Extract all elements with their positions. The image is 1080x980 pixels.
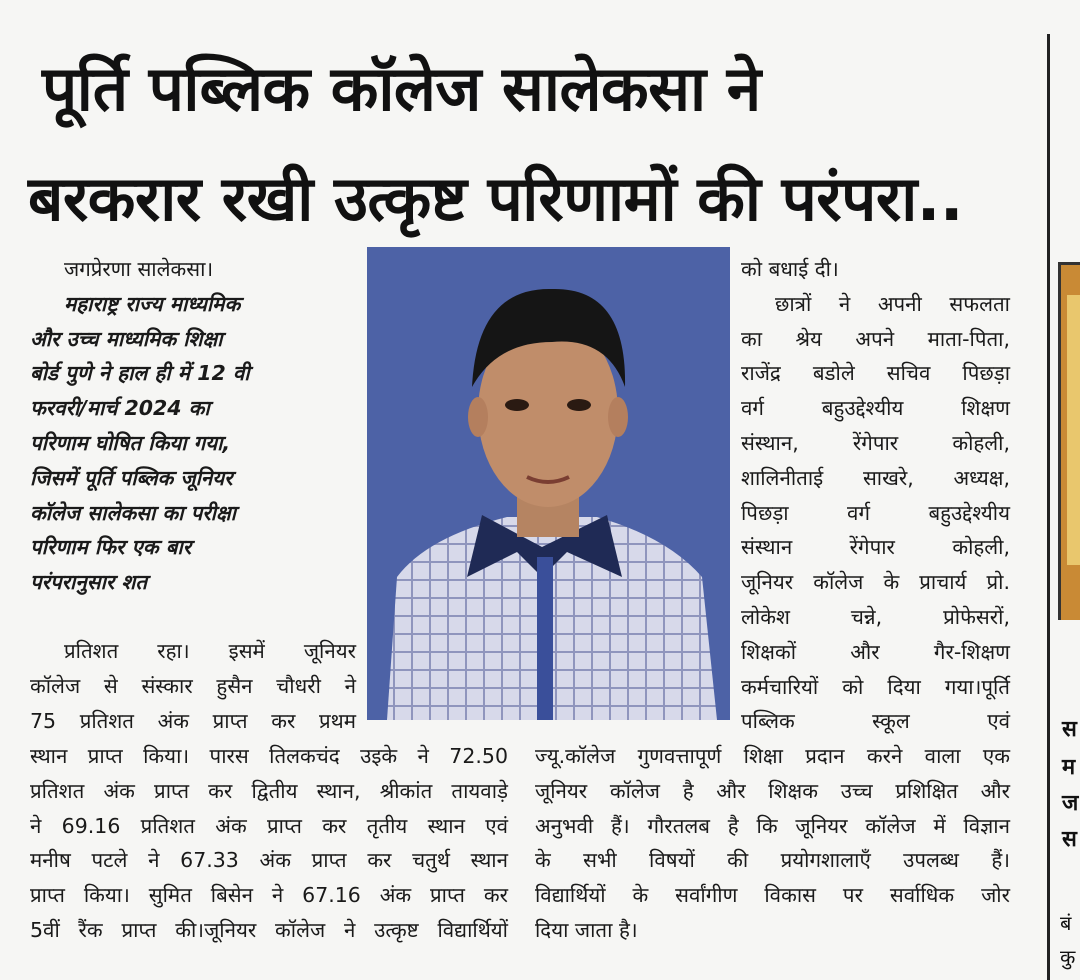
- body-line: संस्थान रेंगेपार कोहली,: [741, 535, 1010, 560]
- body-line: जूनियर कॉलेज है और शिक्षक उच्च प्रशिक्षित और: [535, 778, 1010, 803]
- adjacent-text-fragment: स: [1062, 717, 1077, 742]
- adjacent-text-fragment: ज: [1062, 791, 1079, 816]
- body-line: राजेंद्र बडोले सचिव पिछड़ा: [741, 361, 1010, 386]
- body-line: का श्रेय अपने माता-पिता,: [741, 326, 1010, 351]
- body-line: कॉलेज से संस्कार हुसैन चौधरी ने: [30, 673, 356, 698]
- body-line: पिछड़ा वर्ग बहुउद्देश्यीय: [741, 500, 1010, 525]
- body-line: अनुभवी हैं। गौरतलब है कि जूनियर कॉलेज में विज्ञान: [535, 813, 1010, 838]
- intro-line: परिणाम घोषित किया गया,: [30, 430, 231, 455]
- adjacent-text-fragment: कु: [1060, 945, 1076, 969]
- headline-line-1: पूर्ति पब्लिक कॉलेज सालेकसा ने: [42, 52, 761, 125]
- body-line: वर्ग बहुउद्देश्यीय शिक्षण: [741, 396, 1010, 421]
- dateline: जगप्रेरणा सालेकसा।: [64, 257, 214, 281]
- column-divider: [1047, 34, 1050, 980]
- intro-line: बोर्ड पुणे ने हाल ही में 12 वी: [30, 361, 250, 386]
- body-line: शिक्षकों और गैर-शिक्षण: [741, 639, 1010, 664]
- body-line: लोकेश चन्ने, प्रोफेसरों,: [741, 604, 1010, 629]
- body-line: 75 प्रतिशत अंक प्राप्त कर प्रथम: [30, 708, 356, 733]
- body-line: को बधाई दी।: [741, 257, 839, 281]
- body-line: प्राप्त किया। सुमित बिसेन ने 67.16 अंक प्राप्त कर: [30, 883, 508, 908]
- body-line: स्थान प्राप्त किया। पारस तिलकचंद उइके ने 72.50: [30, 744, 508, 768]
- intro-line: महाराष्ट्र राज्य माध्यमिक: [64, 291, 241, 316]
- intro-line: जिसमें पूर्ति पब्लिक जूनियर: [30, 465, 233, 490]
- article-left-middle: [30, 634, 356, 738]
- adjacent-image-edge: [1058, 262, 1080, 620]
- intro-line: और उच्च माध्यमिक शिक्षा: [30, 326, 223, 351]
- adjacent-text-fragment: बं: [1060, 911, 1072, 935]
- adjacent-text-fragment: म: [1062, 755, 1076, 780]
- body-line: प्रतिशत अंक प्राप्त कर द्वितीय स्थान, श्रीकांत तायवाड़े: [30, 778, 508, 803]
- body-line: विद्यार्थियों के सर्वांगीण विकास पर सर्वाधिक जोर: [535, 883, 1010, 908]
- body-line: प्रतिशत रहा। इसमें जूनियर: [64, 639, 356, 663]
- body-line: ने 69.16 प्रतिशत अंक प्राप्त कर तृतीय स्थान एवं: [30, 813, 508, 838]
- body-line: जूनियर कॉलेज के प्राचार्य प्रो.: [741, 570, 1010, 595]
- body-line: 5वीं रैंक प्राप्त की।जूनियर कॉलेज ने उत्कृष्ट विद्यार्थियों: [30, 917, 508, 942]
- body-line: कर्मचारियों को दिया गया।पूर्ति: [741, 674, 1010, 699]
- body-line: पब्लिक स्कूल एवं: [741, 709, 1010, 734]
- article-right-top: [741, 252, 1010, 739]
- intro-line: परंपरानुसार शत: [30, 570, 148, 595]
- article-left-bottom: [30, 739, 508, 948]
- intro-line: फरवरी/मार्च 2024 का: [30, 396, 210, 421]
- student-photo: [367, 247, 730, 720]
- article-right-bottom: [535, 739, 1010, 948]
- body-line: ज्यू.कॉलेज गुणवत्तापूर्ण शिक्षा प्रदान करने वाला एक: [535, 744, 1010, 768]
- body-line: के सभी विषयों की प्रयोगशालाएँ उपलब्ध हैं।: [535, 848, 1010, 873]
- article-intro: [30, 252, 336, 600]
- intro-line: परिणाम फिर एक बार: [30, 535, 192, 560]
- intro-line: कॉलेज सालेकसा का परीक्षा: [30, 500, 236, 525]
- body-line: मनीष पटले ने 67.33 अंक प्राप्त कर चतुर्थ स्थान: [30, 848, 508, 873]
- body-line: शालिनीताई साखरे, अध्यक्ष,: [741, 465, 1010, 490]
- headline-line-2: बरकरार रखी उत्कृष्ट परिणामों की परंपरा..: [28, 162, 963, 235]
- adjacent-text-fragment: स: [1062, 827, 1077, 852]
- body-line: दिया जाता है।: [535, 917, 638, 942]
- body-line: संस्थान, रेंगेपार कोहली,: [741, 430, 1010, 455]
- body-line: छात्रों ने अपनी सफलता: [775, 291, 1010, 316]
